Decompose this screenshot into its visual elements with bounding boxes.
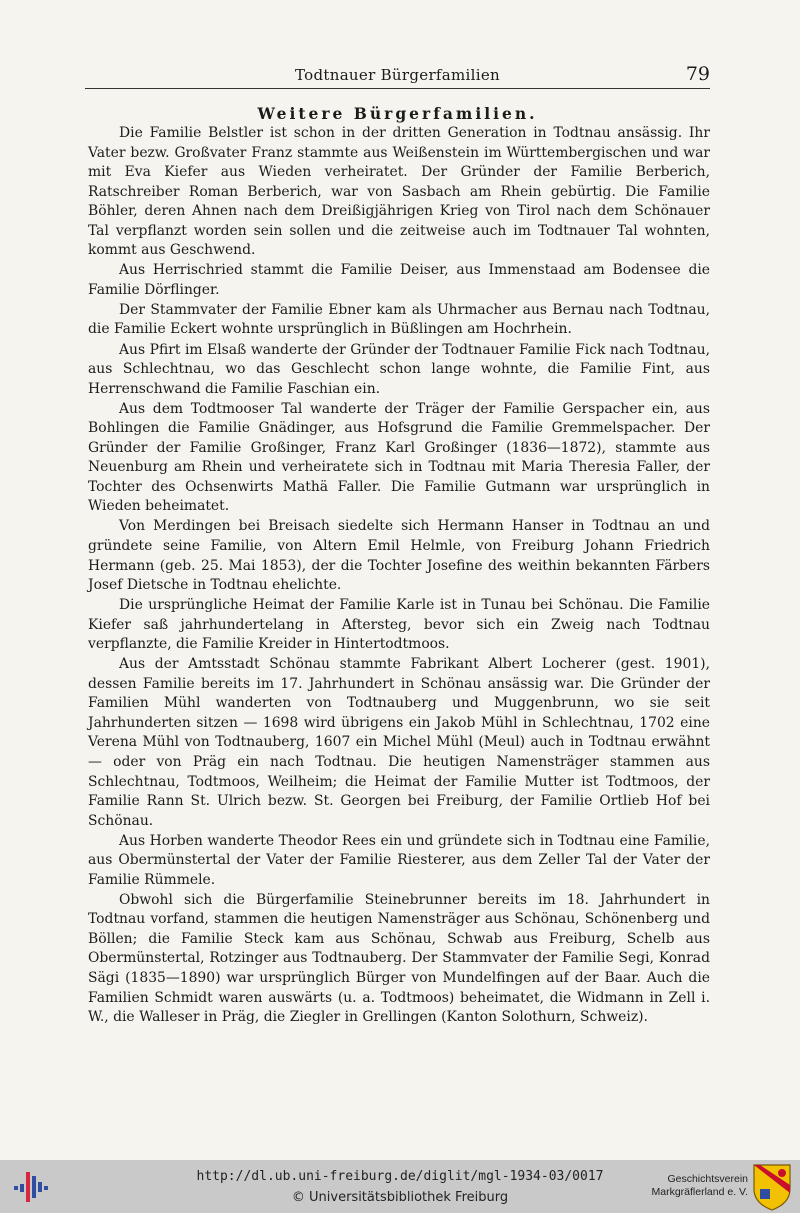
- running-title: Todtnauer Bürgerfamilien: [295, 66, 500, 84]
- society-line-2: Markgräflerland e. V.: [651, 1186, 748, 1198]
- paragraph: Von Merdingen bei Breisach siedelte sich Hermann Hanser in Todtnau an und gründete seine Familie, von Altern Emil Helmle, von Freiburg Johann Friedrich Hermann (geb. 25. Mai 1853), der die Tochter Josefine des weithin bekannten Färbers Josef Dietsche in Todtnau ehelichte.: [88, 518, 710, 594]
- viewer-footer: [0, 1160, 800, 1213]
- running-head: [85, 63, 710, 89]
- copyright-text: © Universitätsbibliothek Freiburg: [291, 1190, 509, 1205]
- ub-freiburg-logo-icon[interactable]: [12, 1168, 54, 1206]
- page-number: 79: [685, 63, 710, 85]
- section-title: Weitere Bürgerfamilien.: [257, 104, 538, 123]
- paragraph: Aus Pfirt im Elsaß wanderte der Gründer der Todtnauer Familie Fick nach Todtnau, aus Schlechtnau, wo das Geschlecht schon lange wohnte, die Familie Fint, aus Herrenschwand die Familie Faschian ein.: [88, 341, 710, 397]
- paragraph: Aus Herrischried stammt die Familie Deiser, aus Immenstaad am Bodensee die Familie Dörflinger.: [88, 262, 710, 298]
- body-text: [88, 124, 710, 1028]
- paragraph: Die Familie Belstler ist schon in der dritten Generation in Todtnau ansässig. Ihr Vater bezw. Großvater Franz stammte aus Weißenstein im Württembergischen und war mit Eva Kiefer aus Wieden verheiratet. Der Gründer der Familie Berberich, Ratschreiber Roman Berberich, war von Sasbach am Rhein gebürtig. Die Familie Böhler, deren Ahnen nach dem Dreißigjährigen Krieg von Tirol nach dem Schönauer Tal verpflanzt worden sein sollen und die zeitweise auch im Todtnauer Tal wohnten, kommt aus Geschwend.: [88, 125, 710, 259]
- paragraph: Obwohl sich die Bürgerfamilie Steinebrunner bereits im 18. Jahrhundert in Todtnau vorfand, stammen die heutigen Namensträger aus Schönau, Schönenberg und Böllen; die Familie Steck kam aus Schönau, Schwab aus Freiburg, Schelb aus Obermünstertal, Rotzinger aus Todtnauberg. Der Stammvater der Familie Segi, Konrad Sägi (1835—1890) war ursprünglich Bürger von Mundelfingen auf der Baar. Auch die Familien Schmidt waren auswärts (u. a. Todtmoos) beheimatet, die Widmann in Zell i. W., die Walleser in Präg, die Ziegler in Grellingen (Kanton Solothurn, Schweiz).: [88, 891, 710, 1026]
- coat-of-arms-icon[interactable]: [752, 1163, 792, 1211]
- society-name: [630, 1173, 748, 1199]
- paragraph: Aus dem Todtmooser Tal wanderte der Träger der Familie Gerspacher ein, aus Bohlingen die Familie Gnädinger, aus Hofsgrund die Familie Gremmelspacher. Der Gründer der Familie Großinger, Franz Karl Großinger (1836—1872), stammte aus Neuenburg am Rhein und verheiratete sich in Todtnau mit Maria Theresia Faller, der Tochter des Ochsenwirts Mathä Faller. Die Familie Gutmann war ursprünglich in Wieden beheimatet.: [88, 400, 710, 515]
- paragraph: Aus Horben wanderte Theodor Rees ein und gründete sich in Todtnau eine Familie, aus Obermünstertal der Vater der Familie Riesterer, aus dem Zeller Tal der Vater der Familie Rümmele.: [88, 832, 710, 888]
- paragraph: Die ursprüngliche Heimat der Familie Karle ist in Tunau bei Schönau. Die Familie Kiefer saß jahrhundertelang in Aftersteg, bevor sich ein Zweig nach Todtnau verpflanzte, die Familie Kreider in Hintertodtmoos.: [88, 597, 710, 653]
- document-url-link[interactable]: http://dl.ub.uni-freiburg.de/diglit/mgl-1934-03/0017: [196, 1169, 604, 1184]
- paragraph: Aus der Amtsstadt Schönau stammte Fabrikant Albert Locherer (gest. 1901), dessen Familie bereits im 17. Jahrhundert in Schönau ansässig war. Die Gründer der Familien Mühl wanderten von Todtnauberg und Muggenbrunn, wo sie seit Jahrhunderten sitzen — 1698 wird übrigens ein Jakob Mühl in Schlechtnau, 1702 eine Verena Mühl von Todtnauberg, 1607 ein Michel Mühl (Meul) auch in Todtnau erwähnt — oder von Präg ein nach Todtnau. Die heutigen Namensträger stammen aus Schlechtnau, Todtmoos, Weilheim; die Heimat der Familie Mutter ist Todtmoos, der Familie Rann St. Ulrich bezw. St. Georgen bei Freiburg, der Familie Ortlieb Hof bei Schönau.: [88, 656, 710, 829]
- society-line-1: Geschichtsverein: [667, 1173, 748, 1185]
- paragraph: Der Stammvater der Familie Ebner kam als Uhrmacher aus Bernau nach Todtnau, die Familie Eckert wohnte ursprünglich in Büßlingen am Hochrhein.: [88, 301, 710, 338]
